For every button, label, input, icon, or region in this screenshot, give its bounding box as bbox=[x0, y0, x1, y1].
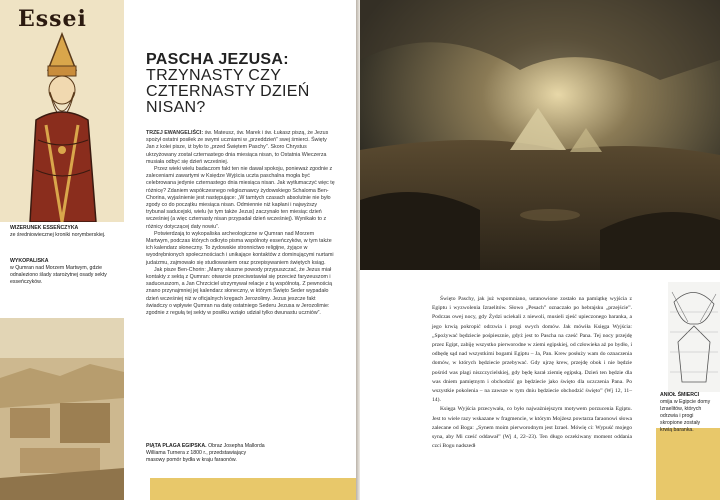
caption-excavations-title: WYKOPALISKA bbox=[10, 258, 49, 264]
headline-line2: TRZYNASTY CZY CZTERNASTY DZIEŃ NISAN? bbox=[146, 67, 310, 116]
right-page bbox=[360, 0, 720, 500]
caption-woodcut-text: ze średniowiecznej kroniki norymberskiej. bbox=[10, 232, 106, 238]
accent-bar-left bbox=[150, 478, 356, 500]
body-paragraph: Potwierdzają to wykopaliska archeologiczne w Qumran nad Morzem Martwym, podczas których odkryto pisma wspólnoty esseńczyków, w tym także ich kalendarz słoneczny. To żydowskie stronnictwo religijne, żyjące w wyodrębnionych społecznościach i unikające kontaktów z dominującymi nurtami judaizmu, zajmowało się studiowaniem oraz przepisywaniem świętych ksiąg. bbox=[146, 230, 334, 266]
article-body-left bbox=[146, 130, 336, 317]
caption-painting-text: Obraz Josepha Mallorda Williama Turnera z 1800 r., przedstawiający masowy pomór bydła w kraju faraonów. bbox=[146, 443, 265, 463]
body-paragraph: Jak pisze Ben-Chorin: „Mamy słuszne powody przypuszczać, że Jezus miał kontakty z sektą z Qumran: otwarcie przeciwstawiał się przecież faryzeuszom i saduceuszom, a Jan Chrzciciel utrzymywał relacje z tą wspólnotą. Z pewnością znano przynajmniej jej kalendarz słoneczny, w którym Święto Seder wypadało dzień wcześniej niż w oficjalnych kręgach Jerozolimy. Jezus jeszcze fakt świadczy o wpływie Qumran na datę ostatniego Sederu Jezusa w Jerozolimie: zgodnie z regułą tej sekty w posiłku wziąło udział tylko dwunastu uczniów”. bbox=[146, 266, 333, 317]
body-paragraph: Przez wieki wielu badaczom fakt ten nie dawał spokoju, ponieważ zgodnie z zaleceniami zawartymi w Księdze Wyjścia uczta paschalna mogła być celebrowana jedynie czternastego dnia miesiąca nisan. Jak wytłumaczyć więc tę różnicę? Zdaniem współczesnego religioznawcy żydowskiego Schaloma Ben-Chorina, wyjaśnienie jest następujące: „W tamtych czasach absolutnie nie było zgody co do początku miesiąca nisan. Odmiennie niż kapłani i najwyższy trybunał saducejski, wielu (w tym także Jezus) zaczynało ten miesiąc dzień wcześniej (a więc czternasty nisan przypadał dzień wcześniej). Wynikało to z różnicy dotyczącej daty nowiu”. bbox=[146, 166, 335, 230]
caption-excavations bbox=[10, 258, 120, 286]
turner-painting-fifth-plague bbox=[360, 0, 720, 270]
headline-line1: PASCHA JEZUSA: bbox=[146, 51, 289, 68]
body-lead: TRZEJ EWANGELIŚCI: bbox=[146, 130, 204, 136]
angel-of-death-engraving bbox=[668, 282, 720, 392]
body-paragraph: Księga Wyjścia przecywała, co było najważniejszym motywem porzucenia Egiptu. Jest to wiele razy wskazane w fragmencie, w którym Mojżesz powtarza faraonowi słowa zalecane od Boga: „Synem moim pierworodnym jest Izrael. Mówię ci: Wypuść mojego syna, aby Mi cześć oddawał” (Wj 4, 22–23). Ten długo oczekiwany moment oddania czci Bogu nadszedł bbox=[432, 406, 632, 450]
caption-woodcut-title: WIZERUNEK ESSEŃCZYKA bbox=[10, 225, 79, 231]
left-page bbox=[0, 0, 356, 500]
article-headline bbox=[146, 52, 336, 116]
caption-angel bbox=[660, 392, 712, 434]
caption-excavations-text: w Qumran nad Morzem Martwym, gdzie odnaleziono ślady starożytnej osady sekty esseńczyków. bbox=[10, 265, 107, 285]
ruins-image bbox=[0, 318, 124, 500]
painting-image bbox=[360, 0, 720, 270]
caption-painting-title: PIĄTA PLAGA EGIPSKA. bbox=[146, 443, 207, 449]
qumran-ruins-photo bbox=[0, 318, 124, 500]
accent-bar-right bbox=[656, 428, 720, 500]
woodcut-title: Essei bbox=[18, 6, 87, 32]
article-body-right bbox=[432, 295, 632, 451]
body-paragraph: TRZEJ EWANGELIŚCI: św. Mateusz, św. Marek i św. Łukasz piszą, że Jezus spożył ostatni posiłek ze swymi uczniami w „przeddzień” swej śmierci. Święty Jan z kolei pisze, iż było to „przed Świętem Paschy”. Skoro Chrystus ukrzyżowany został czternastego dnia miesiąca nisan, to Ostatnia Wieczerza musiała odbyć się dzień wcześniej. bbox=[146, 130, 329, 165]
body-paragraph: Święto Paschy, jak już wspomniano, ustanowione zostało na pamiątkę wyjścia z Egiptu i wyzwolenia Izraelitów. Słowo „Pesach” oznaczało po hebrajsku „przejście”. Podczas owej nocy, gdy Żydzi uciekali z niewoli, musieli zjeść upieczonego baranka, a jego krwią pokropić odrzwia i progi swych domów. Jak mówiła Księga Wyjścia: „Spożywać będziecie pośpiesznie, gdyż jest to Pascha na cześć Pana. Tej nocy przejdę przez Egipt, zabiję wszystko pierworodne w ziemi egipskiej, od człowieka aż po bydło, i odbędę sąd nad wszystkimi bogami Egiptu – Ja, Pan. Krew posłuży wam do oznaczenia domów, w których będziecie przebywać. Gdy ujrzę krew, przejdę obok i nie będzie pośród was plagi niszczycielskiej, gdy będę karał ziemię egipską. Dzień ten będzie dla was dniem pamiętnym i obchodzić go będziecie jako święto dla uczczenia Pana. Po wszystkie pokolenia – na zawsze w tym dniu będziecie obchodzić święto” (Wj 12, 11–14). bbox=[432, 296, 632, 404]
caption-angel-text: omija w Egipcie domy Izraelitów, których odrzwia i progi skropione zostały krwią baranka. bbox=[660, 399, 711, 433]
essene-portrait-image bbox=[0, 0, 124, 222]
caption-woodcut bbox=[10, 225, 120, 239]
caption-angel-title: ANIOŁ ŚMIERCI bbox=[660, 392, 700, 398]
engraving-image bbox=[668, 282, 720, 392]
essene-woodcut-illustration bbox=[0, 0, 124, 222]
caption-painting bbox=[146, 443, 266, 464]
